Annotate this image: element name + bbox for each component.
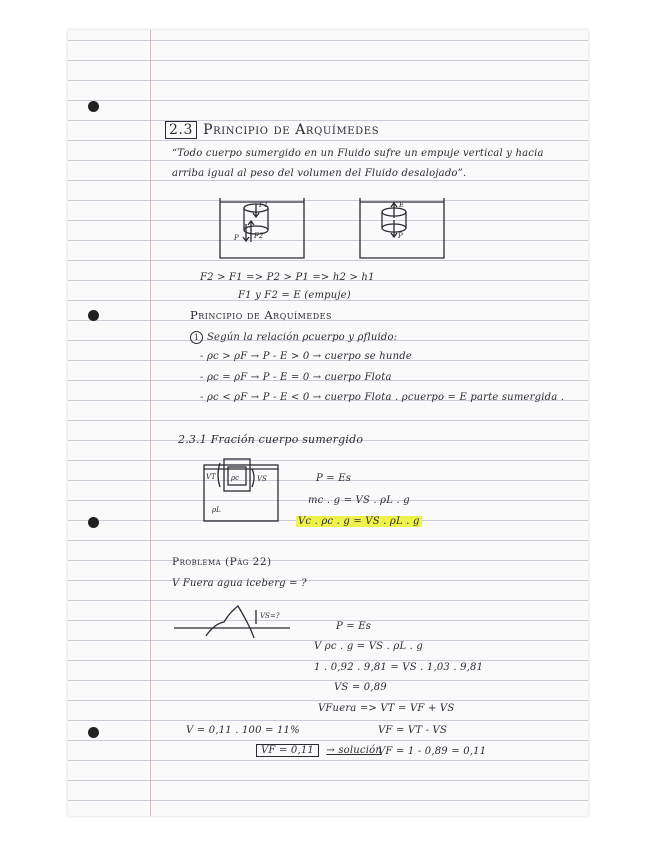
problem-line-2: V ρc . g = VS . ρL . g xyxy=(314,641,424,652)
binder-hole xyxy=(88,101,99,112)
binder-hole xyxy=(88,727,99,738)
answer xyxy=(256,745,382,756)
principle-heading: Principio de Arquímedes xyxy=(190,308,332,322)
iceberg-sketch xyxy=(172,602,292,642)
highlighted-equation: Vc . ρc . g = VS . ρL . g xyxy=(298,516,420,527)
buoyancy-forces-diagram xyxy=(218,194,308,262)
submerged-fraction-diagram xyxy=(202,457,282,525)
margin-line xyxy=(150,30,151,816)
pc-label: ρc xyxy=(231,474,240,482)
subsection-number: 2.3.1 xyxy=(178,433,207,446)
e-label: E xyxy=(399,201,405,209)
principle-intro xyxy=(190,331,397,344)
p-label: P xyxy=(234,234,239,242)
percent-line: V = 0,11 . 100 = 11% xyxy=(186,725,300,736)
subsection-title: Fración cuerpo sumergido xyxy=(210,433,364,446)
intro-text: Según la relación ρcuerpo y ρfluido: xyxy=(207,332,398,343)
problem-line-1: P = Es xyxy=(336,621,372,632)
answer-box: VF = 0,11 xyxy=(256,744,319,757)
notebook-page xyxy=(68,30,588,816)
item-number-circle: 1 xyxy=(190,331,203,344)
relation-line-2: F1 y F2 = E (empuje) xyxy=(238,290,351,301)
section-title: Principio de Arquímedes xyxy=(203,122,380,138)
problem-line-4: VS = 0,89 xyxy=(334,682,387,693)
f2-label: F2 xyxy=(254,232,264,240)
case-sinks: - ρc > ρF → P - E > 0 → cuerpo se hunde xyxy=(200,351,412,362)
p-label-right: P xyxy=(398,232,403,240)
f1-label: F1 xyxy=(259,201,269,209)
section-number: 2.3 xyxy=(165,121,197,139)
case-floats-equal: - ρc = ρF → P - E = 0 → cuerpo Flota xyxy=(200,372,392,383)
binder-hole xyxy=(88,517,99,528)
problem-line-3: 1 . 0,92 . 9,81 = VS . 1,03 . 9,81 xyxy=(314,662,484,673)
iceberg-vs-label: VS=? xyxy=(260,612,280,620)
vs-label: VS xyxy=(257,475,267,483)
equation-1: P = Es xyxy=(316,473,352,484)
equation-2: mc . g = VS . ρL . g xyxy=(308,495,410,506)
relation-line-1: F2 > F1 => P2 > P1 => h2 > h1 xyxy=(200,272,375,283)
problem-question: V Fuera agua iceberg = ? xyxy=(172,578,307,589)
buoyancy-weight-diagram xyxy=(358,194,448,262)
problem-line-6: VF = VT - VS xyxy=(378,725,447,736)
pl-label: ρL xyxy=(212,506,221,514)
case-floats-less: - ρc < ρF → P - E < 0 → cuerpo Flota . ρcuerpo = E parte sumergida . xyxy=(200,392,565,403)
answer-label: → solución xyxy=(326,745,382,756)
problem-heading: Problema (Pág 22) xyxy=(172,556,272,568)
problem-line-7: VF = 1 - 0,89 = 0,11 xyxy=(378,746,487,757)
section-heading xyxy=(165,121,379,139)
subsection-heading xyxy=(178,433,363,446)
definition-line-1: “Todo cuerpo sumergido en un Fluido sufre un empuje vertical y hacia xyxy=(172,148,544,159)
problem-line-5: VFuera => VT = VF + VS xyxy=(318,703,455,714)
definition-line-2: arriba igual al peso del volumen del Fluido desalojado”. xyxy=(172,168,467,179)
vt-label: VT xyxy=(206,473,216,481)
binder-hole xyxy=(88,310,99,321)
equation-3-highlighted xyxy=(296,516,422,527)
